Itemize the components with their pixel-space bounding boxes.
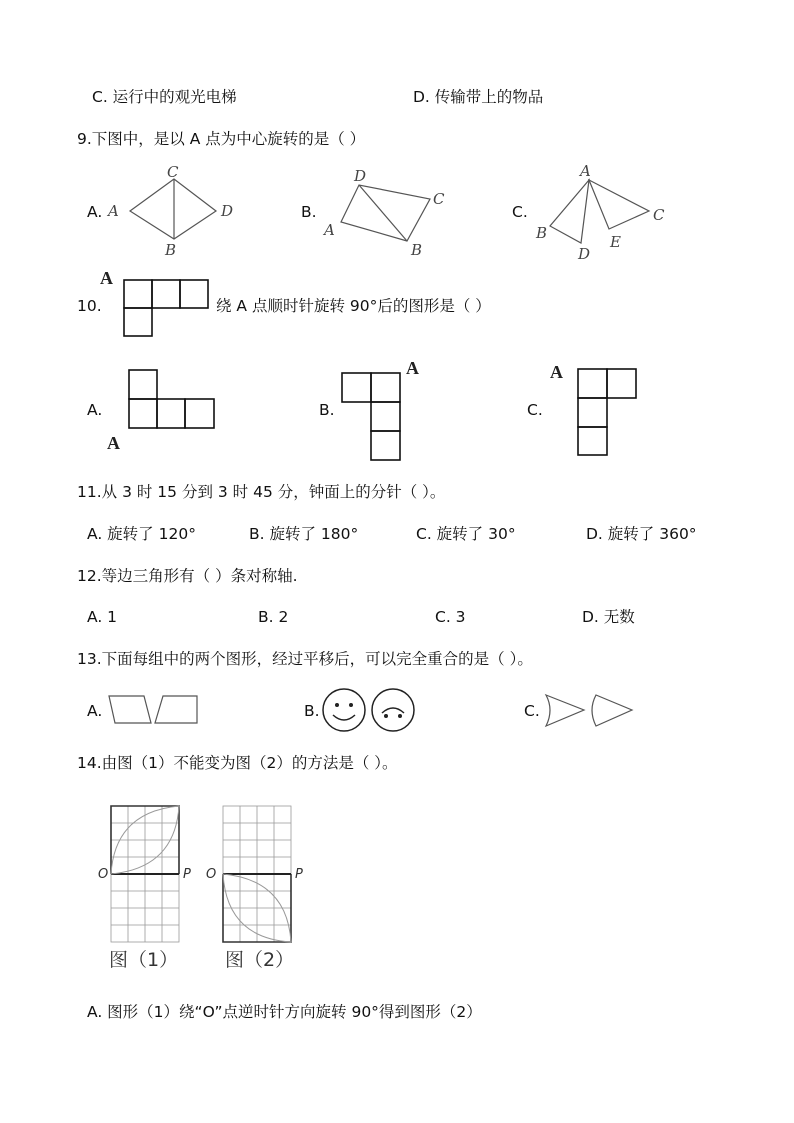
q10-shape	[100, 268, 215, 340]
q13-question: 13.下面每组中的两个图形，经过平移后，可以完全重合的是（ ）。	[77, 650, 533, 668]
q9-question: 9.下图中，是以 A 点为中心旋转的是（ ）	[77, 130, 366, 148]
q14-option-a: A. 图形（1）绕“O”点逆时针方向旋转 90°得到图形（2）	[87, 1003, 482, 1021]
q14-fig1-label-o: O	[98, 867, 109, 882]
q9a-point-c: C	[167, 163, 179, 181]
q9-figure-b	[315, 165, 475, 260]
q11-question: 11.从 3 时 15 分到 3 时 45 分，钟面上的分针（ ）。	[77, 483, 446, 501]
q10-number: 10.	[77, 297, 102, 315]
q13-figure-a	[105, 690, 205, 734]
q10-point-a: A	[100, 268, 113, 288]
q14-fig2-label-o: O	[206, 867, 217, 882]
q14-fig1-label-p: P	[183, 867, 191, 882]
q11-option-b: B. 旋转了 180°	[249, 525, 359, 543]
q10-option-a-label: A.	[87, 401, 103, 419]
q9b-point-d: D	[354, 167, 367, 185]
q9c-point-a: A	[580, 162, 591, 180]
q14-fig1-caption: 图（1）	[109, 949, 179, 971]
q9c-point-e: E	[610, 233, 621, 251]
q12-option-d: D. 无数	[582, 608, 635, 626]
q10a-point-a: A	[107, 433, 120, 453]
q10-figure-c	[548, 358, 643, 460]
q13-option-c-label: C.	[524, 702, 540, 720]
q13-figure-c	[540, 688, 640, 734]
q9a-point-a: A	[108, 202, 119, 220]
q13-figure-b	[320, 685, 420, 735]
q9b-point-c: C	[433, 190, 445, 208]
q12-option-c: C. 3	[435, 608, 466, 626]
q13-option-a-label: A.	[87, 702, 103, 720]
q10b-point-a: A	[406, 358, 419, 378]
q9a-point-d: D	[221, 202, 234, 220]
q9-option-a-label: A.	[87, 203, 103, 221]
q10-option-c-label: C.	[527, 401, 543, 419]
q12-option-a: A. 1	[87, 608, 118, 626]
q9c-point-c: C	[653, 206, 665, 224]
q11-option-a: A. 旋转了 120°	[87, 525, 196, 543]
q14-fig2-caption: 图（2）	[225, 949, 295, 971]
q10c-point-a: A	[550, 362, 563, 382]
q9-figure-a	[100, 165, 250, 260]
q10-option-b-label: B.	[319, 401, 335, 419]
q10-question: 绕 A 点顺时针旋转 90°后的图形是（ ）	[216, 297, 491, 315]
q9-option-b-label: B.	[301, 203, 317, 221]
q10-figure-a	[105, 365, 220, 455]
q8-option-d: D. 传输带上的物品	[413, 88, 544, 106]
q14-figures	[95, 800, 310, 975]
q9c-point-b: B	[536, 224, 548, 242]
q9b-point-a: A	[324, 221, 335, 239]
q11-option-c: C. 旋转了 30°	[416, 525, 516, 543]
q12-question: 12.等边三角形有（ ）条对称轴.	[77, 567, 298, 585]
q8-option-c: C. 运行中的观光电梯	[92, 88, 237, 106]
q9-option-c-label: C.	[512, 203, 528, 221]
q9a-point-b: B	[165, 241, 177, 259]
q14-question: 14.由图（1）不能变为图（2）的方法是（ ）。	[77, 754, 398, 772]
q14-fig2-label-p: P	[295, 867, 303, 882]
q9c-point-d: D	[578, 245, 591, 263]
q13-option-b-label: B.	[304, 702, 320, 720]
q11-option-d: D. 旋转了 360°	[586, 525, 697, 543]
q10-figure-b	[338, 352, 433, 464]
q9b-point-b: B	[411, 241, 423, 259]
q9-figure-c	[528, 160, 678, 265]
q12-option-b: B. 2	[258, 608, 289, 626]
